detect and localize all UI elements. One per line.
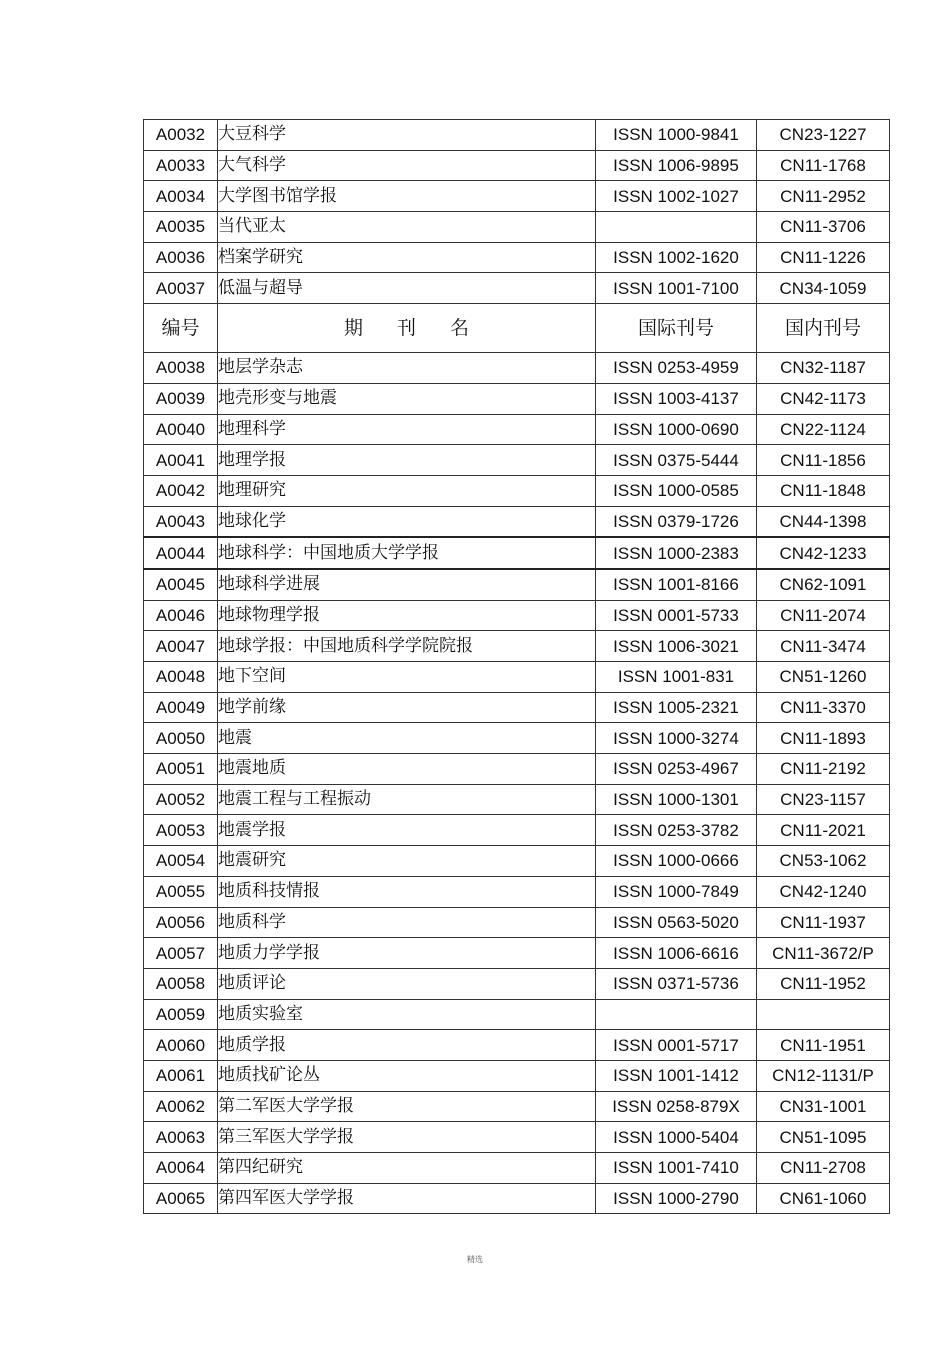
cell-cn: CN11-1893	[757, 723, 890, 754]
cell-issn: ISSN 1000-7849	[596, 876, 757, 907]
cell-cn: CN42-1173	[757, 383, 890, 414]
cell-cn: CN11-2952	[757, 181, 890, 212]
cell-cn: CN11-1937	[757, 907, 890, 938]
cell-issn: ISSN 1006-6616	[596, 938, 757, 969]
table-row	[144, 537, 890, 569]
cell-id: A0050	[144, 723, 218, 754]
cell-id: A0061	[144, 1060, 218, 1091]
cell-issn: ISSN 1001-831	[596, 662, 757, 693]
cell-cn: CN61-1060	[757, 1183, 890, 1214]
cell-cn: CN11-1768	[757, 150, 890, 181]
cell-id: A0033	[144, 150, 218, 181]
cell-cn: CN62-1091	[757, 569, 890, 600]
cell-name: 地震学报	[218, 815, 596, 846]
cell-id: A0062	[144, 1091, 218, 1122]
cell-name: 地理科学	[218, 414, 596, 445]
table-row	[144, 692, 890, 723]
cell-id: A0051	[144, 754, 218, 785]
cell-issn: ISSN 0001-5733	[596, 600, 757, 631]
cell-cn: CN23-1227	[757, 120, 890, 151]
cell-name: 大气科学	[218, 150, 596, 181]
cell-id: A0038	[144, 353, 218, 384]
cell-issn: ISSN 1001-7100	[596, 273, 757, 304]
cell-issn: ISSN 1000-2383	[596, 537, 757, 569]
cell-issn: ISSN 1005-2321	[596, 692, 757, 723]
cell-name: 地质科技情报	[218, 876, 596, 907]
cell-name: 第三军医大学学报	[218, 1122, 596, 1153]
cell-id: A0056	[144, 907, 218, 938]
cell-issn: ISSN 1000-0690	[596, 414, 757, 445]
table-row	[144, 273, 890, 304]
cell-name: 地球物理学报	[218, 600, 596, 631]
cell-name: 档案学研究	[218, 242, 596, 273]
cell-cn: CN12-1131/P	[757, 1060, 890, 1091]
cell-id: A0057	[144, 938, 218, 969]
cell-issn: ISSN 1000-5404	[596, 1122, 757, 1153]
cell-issn: ISSN 1000-0666	[596, 846, 757, 877]
table-row	[144, 445, 890, 476]
table-row	[144, 181, 890, 212]
table-row	[144, 120, 890, 151]
cell-name: 地震研究	[218, 846, 596, 877]
cell-id: A0039	[144, 383, 218, 414]
header-name: 期 刊 名	[218, 304, 596, 353]
cell-name: 地质评论	[218, 968, 596, 999]
cell-id: A0037	[144, 273, 218, 304]
cell-id: A0049	[144, 692, 218, 723]
cell-name: 地层学杂志	[218, 353, 596, 384]
table-row	[144, 784, 890, 815]
table-row	[144, 1122, 890, 1153]
table-row	[144, 600, 890, 631]
table-row	[144, 1060, 890, 1091]
cell-cn: CN11-3474	[757, 631, 890, 662]
cell-id: A0065	[144, 1183, 218, 1214]
cell-id: A0054	[144, 846, 218, 877]
cell-issn: ISSN 1001-1412	[596, 1060, 757, 1091]
cell-cn: CN31-1001	[757, 1091, 890, 1122]
cell-id: A0043	[144, 506, 218, 537]
cell-name: 地质找矿论丛	[218, 1060, 596, 1091]
cell-id: A0036	[144, 242, 218, 273]
cell-cn: CN11-1951	[757, 1030, 890, 1061]
cell-issn: ISSN 0375-5444	[596, 445, 757, 476]
table-row	[144, 414, 890, 445]
cell-id: A0048	[144, 662, 218, 693]
cell-cn: CN42-1240	[757, 876, 890, 907]
cell-id: A0063	[144, 1122, 218, 1153]
table-row	[144, 815, 890, 846]
table-row	[144, 907, 890, 938]
cell-cn: CN51-1095	[757, 1122, 890, 1153]
cell-cn: CN11-2192	[757, 754, 890, 785]
cell-id: A0042	[144, 475, 218, 506]
table-row	[144, 383, 890, 414]
cell-issn: ISSN 0253-3782	[596, 815, 757, 846]
cell-name: 地质力学学报	[218, 938, 596, 969]
cell-cn: CN34-1059	[757, 273, 890, 304]
table-row	[144, 631, 890, 662]
table-row	[144, 1030, 890, 1061]
cell-name: 当代亚太	[218, 212, 596, 243]
cell-issn	[596, 212, 757, 243]
cell-name: 地质实验室	[218, 999, 596, 1030]
cell-id: A0059	[144, 999, 218, 1030]
table-row	[144, 242, 890, 273]
cell-id: A0064	[144, 1153, 218, 1184]
cell-issn: ISSN 1001-8166	[596, 569, 757, 600]
cell-cn: CN32-1187	[757, 353, 890, 384]
table-row	[144, 938, 890, 969]
cell-id: A0041	[144, 445, 218, 476]
cell-id: A0053	[144, 815, 218, 846]
table-row	[144, 846, 890, 877]
cell-issn: ISSN 1001-7410	[596, 1153, 757, 1184]
cell-cn: CN42-1233	[757, 537, 890, 569]
table-row	[144, 353, 890, 384]
cell-cn: CN11-3370	[757, 692, 890, 723]
cell-name: 大豆科学	[218, 120, 596, 151]
cell-id: A0055	[144, 876, 218, 907]
cell-issn: ISSN 1002-1620	[596, 242, 757, 273]
table-row	[144, 876, 890, 907]
cell-name: 第四军医大学学报	[218, 1183, 596, 1214]
cell-name: 地球学报：中国地质科学学院院报	[218, 631, 596, 662]
cell-issn: ISSN 0001-5717	[596, 1030, 757, 1061]
cell-id: A0045	[144, 569, 218, 600]
cell-issn: ISSN 1000-9841	[596, 120, 757, 151]
cell-cn: CN53-1062	[757, 846, 890, 877]
cell-name: 地震地质	[218, 754, 596, 785]
cell-id: A0044	[144, 537, 218, 569]
header-issn: 国际刊号	[596, 304, 757, 353]
cell-id: A0047	[144, 631, 218, 662]
page-footer: 精选	[467, 1255, 483, 1264]
cell-cn: CN11-2708	[757, 1153, 890, 1184]
cell-cn: CN22-1124	[757, 414, 890, 445]
table-row	[144, 506, 890, 537]
cell-cn: CN51-1260	[757, 662, 890, 693]
cell-cn	[757, 999, 890, 1030]
journal-rows-top	[144, 120, 890, 304]
table-row	[144, 968, 890, 999]
header-row	[144, 304, 890, 353]
cell-name: 地壳形变与地震	[218, 383, 596, 414]
cell-cn: CN11-3706	[757, 212, 890, 243]
cell-issn: ISSN 0371-5736	[596, 968, 757, 999]
table-row	[144, 723, 890, 754]
table-row	[144, 1153, 890, 1184]
cell-id: A0046	[144, 600, 218, 631]
cell-name: 大学图书馆学报	[218, 181, 596, 212]
cell-name: 地球化学	[218, 506, 596, 537]
cell-issn: ISSN 0253-4959	[596, 353, 757, 384]
cell-name: 地震	[218, 723, 596, 754]
cell-cn: CN11-3672/P	[757, 938, 890, 969]
cell-id: A0034	[144, 181, 218, 212]
cell-name: 地质科学	[218, 907, 596, 938]
cell-issn: ISSN 1002-1027	[596, 181, 757, 212]
cell-name: 地理学报	[218, 445, 596, 476]
header-cn: 国内刊号	[757, 304, 890, 353]
cell-name: 第二军医大学学报	[218, 1091, 596, 1122]
cell-issn: ISSN 1000-3274	[596, 723, 757, 754]
cell-id: A0032	[144, 120, 218, 151]
cell-id: A0052	[144, 784, 218, 815]
cell-id: A0040	[144, 414, 218, 445]
cell-issn: ISSN 1000-0585	[596, 475, 757, 506]
cell-issn: ISSN 0253-4967	[596, 754, 757, 785]
table-row	[144, 999, 890, 1030]
cell-cn: CN11-1848	[757, 475, 890, 506]
cell-cn: CN44-1398	[757, 506, 890, 537]
cell-issn: ISSN 0258-879X	[596, 1091, 757, 1122]
cell-id: A0035	[144, 212, 218, 243]
cell-cn: CN11-1226	[757, 242, 890, 273]
cell-cn: CN11-1856	[757, 445, 890, 476]
cell-name: 地球科学：中国地质大学学报	[218, 537, 596, 569]
header-id: 编号	[144, 304, 218, 353]
cell-name: 地下空间	[218, 662, 596, 693]
table-row	[144, 569, 890, 600]
cell-name: 地球科学进展	[218, 569, 596, 600]
cell-issn: ISSN 1000-2790	[596, 1183, 757, 1214]
journal-rows-bottom	[144, 353, 890, 1214]
cell-issn: ISSN 0379-1726	[596, 506, 757, 537]
cell-id: A0060	[144, 1030, 218, 1061]
cell-issn: ISSN 1000-1301	[596, 784, 757, 815]
table-row	[144, 475, 890, 506]
cell-name: 地震工程与工程振动	[218, 784, 596, 815]
table-row	[144, 150, 890, 181]
cell-name: 低温与超导	[218, 273, 596, 304]
cell-issn	[596, 999, 757, 1030]
cell-name: 地学前缘	[218, 692, 596, 723]
table-header	[144, 304, 890, 353]
table-row	[144, 754, 890, 785]
table-row	[144, 1091, 890, 1122]
cell-name: 地理研究	[218, 475, 596, 506]
cell-cn: CN11-1952	[757, 968, 890, 999]
cell-cn: CN11-2074	[757, 600, 890, 631]
cell-cn: CN11-2021	[757, 815, 890, 846]
cell-name: 地质学报	[218, 1030, 596, 1061]
cell-id: A0058	[144, 968, 218, 999]
table-row	[144, 662, 890, 693]
cell-issn: ISSN 0563-5020	[596, 907, 757, 938]
cell-issn: ISSN 1006-3021	[596, 631, 757, 662]
journal-table	[143, 119, 890, 1214]
cell-issn: ISSN 1006-9895	[596, 150, 757, 181]
table-row	[144, 212, 890, 243]
cell-cn: CN23-1157	[757, 784, 890, 815]
cell-issn: ISSN 1003-4137	[596, 383, 757, 414]
table-row	[144, 1183, 890, 1214]
cell-name: 第四纪研究	[218, 1153, 596, 1184]
